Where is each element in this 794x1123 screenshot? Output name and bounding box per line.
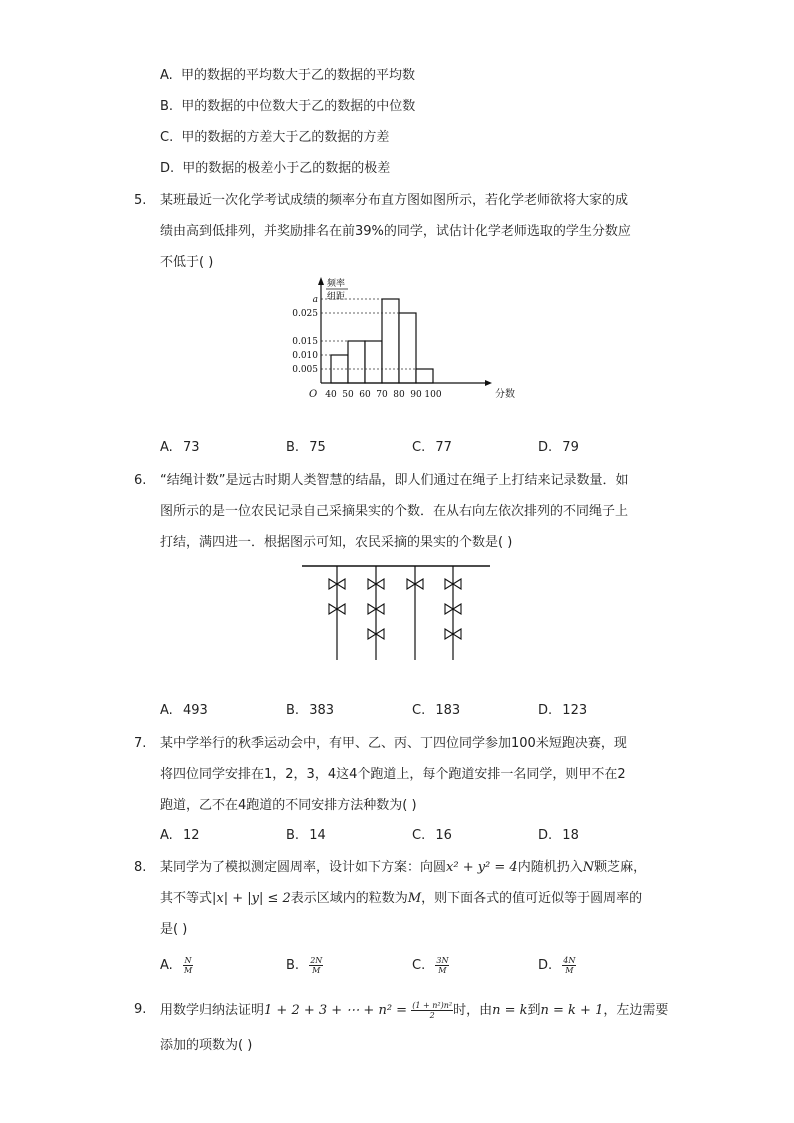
y-tick-label: 0.025 bbox=[292, 309, 318, 319]
x-tick-label: 80 bbox=[393, 390, 405, 400]
question-text-line: 跑道，乙不在4跑道的不同安排方法种数为( ) bbox=[160, 798, 417, 813]
y-tick-label: 0.010 bbox=[292, 351, 318, 361]
question-text-line: 某同学为了模拟测定圆周率，设计如下方案：向圆x² + y² = 4内随机扔入N颗芝麻， bbox=[160, 860, 647, 875]
knot-rope-figure bbox=[300, 560, 495, 665]
question-text-line: 不低于( ) bbox=[160, 255, 214, 270]
q8-option-d[interactable]: D. $\frac{4N}{M}$ bbox=[538, 956, 576, 975]
math-expression: 1 + 2 + 3 + ⋯ + n² = bbox=[264, 1003, 408, 1018]
histogram-bar bbox=[416, 369, 433, 383]
q8-option-b[interactable]: B. $\frac{2N}{M}$ bbox=[286, 956, 323, 975]
y-axis-label-numerator: 频率 bbox=[327, 279, 346, 289]
y-tick-label: a bbox=[312, 295, 318, 305]
math-expression: x² + y² = 4 bbox=[446, 860, 518, 875]
question-text-line: 添加的项数为( ) bbox=[160, 1038, 253, 1053]
math-expression: n = k + 1 bbox=[540, 1003, 604, 1018]
q4-option-b[interactable]: B. 甲的数据的中位数大于乙的数据的中位数 bbox=[160, 99, 416, 114]
math-expression: n = k bbox=[492, 1003, 528, 1018]
y-tick-label: 0.015 bbox=[292, 337, 318, 347]
question-text-line: 某班最近一次化学考试成绩的频率分布直方图如图所示，若化学老师欲将大家的成 bbox=[160, 193, 629, 208]
fraction: $\frac{3N}{M}$ bbox=[436, 956, 449, 975]
question-number: 6. bbox=[134, 473, 147, 488]
q5-option-c[interactable]: C. 77 bbox=[412, 440, 452, 455]
question-text-line: 某中学举行的秋季运动会中，有甲、乙、丙、丁四位同学参加100米短跑决赛，现 bbox=[160, 736, 627, 751]
question-text-line: 绩由高到低排列，并奖励排名在前39%的同学，试估计化学老师选取的学生分数应 bbox=[160, 224, 631, 239]
q7-option-d[interactable]: D. 18 bbox=[538, 828, 579, 843]
math-expression: |x| + |y| ≤ 2 bbox=[212, 891, 291, 906]
fraction: $\frac{4N}{M}$ bbox=[563, 956, 576, 975]
question-number: 5. bbox=[134, 193, 147, 208]
question-text-line: 其不等式|x| + |y| ≤ 2表示区域内的粒数为M，则下面各式的值可近似等于圆周率的 bbox=[160, 891, 643, 906]
question-text-line: 打结，满四进一．根据图示可知，农民采摘的果实的个数是( ) bbox=[160, 535, 513, 550]
x-axis-arrow bbox=[485, 380, 492, 386]
x-tick-label: 40 bbox=[325, 390, 337, 400]
q7-option-a[interactable]: A. 12 bbox=[160, 828, 200, 843]
histogram-bar bbox=[399, 313, 416, 383]
q5-option-a[interactable]: A. 73 bbox=[160, 440, 200, 455]
question-text-line: 用数学归纳法证明1 + 2 + 3 + ⋯ + n² = $\frac{\text{(1 + n²)n²}}{2}$ 时，由n = k到n = k + 1，左边需要 bbox=[160, 1001, 669, 1020]
x-tick-label: 90 bbox=[410, 390, 422, 400]
q8-option-a[interactable]: A. $\frac{N}{M}$ bbox=[160, 956, 193, 975]
question-number: 8. bbox=[134, 860, 147, 875]
y-axis-arrow bbox=[318, 277, 324, 285]
y-tick-label: 0.005 bbox=[292, 365, 318, 375]
origin-label: O bbox=[309, 389, 318, 400]
fraction: $\frac{N}{M}$ bbox=[183, 956, 193, 975]
q4-option-d[interactable]: D. 甲的数据的极差小于乙的数据的极差 bbox=[160, 161, 391, 176]
x-tick-label: 70 bbox=[376, 390, 388, 400]
question-text-line: 将四位同学安排在1，2，3，4这4个跑道上，每个跑道安排一名同学，则甲不在2 bbox=[160, 767, 626, 782]
question-text-line: “结绳计数”是远古时期人类智慧的结晶，即人们通过在绳子上打结来记录数量．如 bbox=[160, 473, 629, 488]
q7-option-b[interactable]: B. 14 bbox=[286, 828, 326, 843]
y-axis-label-denominator: 组距 bbox=[327, 292, 346, 302]
q7-option-c[interactable]: C. 16 bbox=[412, 828, 452, 843]
q5-option-d[interactable]: D. 79 bbox=[538, 440, 579, 455]
math-variable: N bbox=[582, 860, 595, 875]
question-number: 9. bbox=[134, 1002, 147, 1017]
fraction: $\frac{2N}{M}$ bbox=[310, 956, 323, 975]
q6-option-c[interactable]: C. 183 bbox=[412, 703, 461, 718]
x-tick-label: 100 bbox=[424, 390, 442, 400]
histogram-bar bbox=[382, 299, 399, 383]
q5-option-b[interactable]: B. 75 bbox=[286, 440, 326, 455]
x-tick-label: 50 bbox=[342, 390, 354, 400]
histogram-bar bbox=[348, 341, 365, 383]
q6-option-d[interactable]: D. 123 bbox=[538, 703, 588, 718]
question-number: 7. bbox=[134, 736, 147, 751]
math-variable: M bbox=[407, 891, 422, 906]
x-tick-label: 60 bbox=[359, 390, 371, 400]
q8-option-c[interactable]: C. $\frac{3N}{M}$ bbox=[412, 956, 449, 975]
q6-option-b[interactable]: B. 383 bbox=[286, 703, 335, 718]
x-axis-label: 分数 bbox=[495, 389, 515, 400]
frequency-histogram bbox=[285, 275, 515, 405]
question-text-line: 是( ) bbox=[160, 922, 188, 937]
fraction: $\frac{\text{(1 + n²)n²}}{2}$ bbox=[412, 1001, 453, 1020]
q4-option-c[interactable]: C. 甲的数据的方差大于乙的数据的方差 bbox=[160, 130, 390, 145]
q6-option-a[interactable]: A. 493 bbox=[160, 703, 208, 718]
q4-option-a[interactable]: A. 甲的数据的平均数大于乙的数据的平均数 bbox=[160, 68, 415, 83]
question-text-line: 图所示的是一位农民记录自己采摘果实的个数．在从右向左依次排列的不同绳子上 bbox=[160, 504, 629, 519]
histogram-bar bbox=[365, 341, 382, 383]
